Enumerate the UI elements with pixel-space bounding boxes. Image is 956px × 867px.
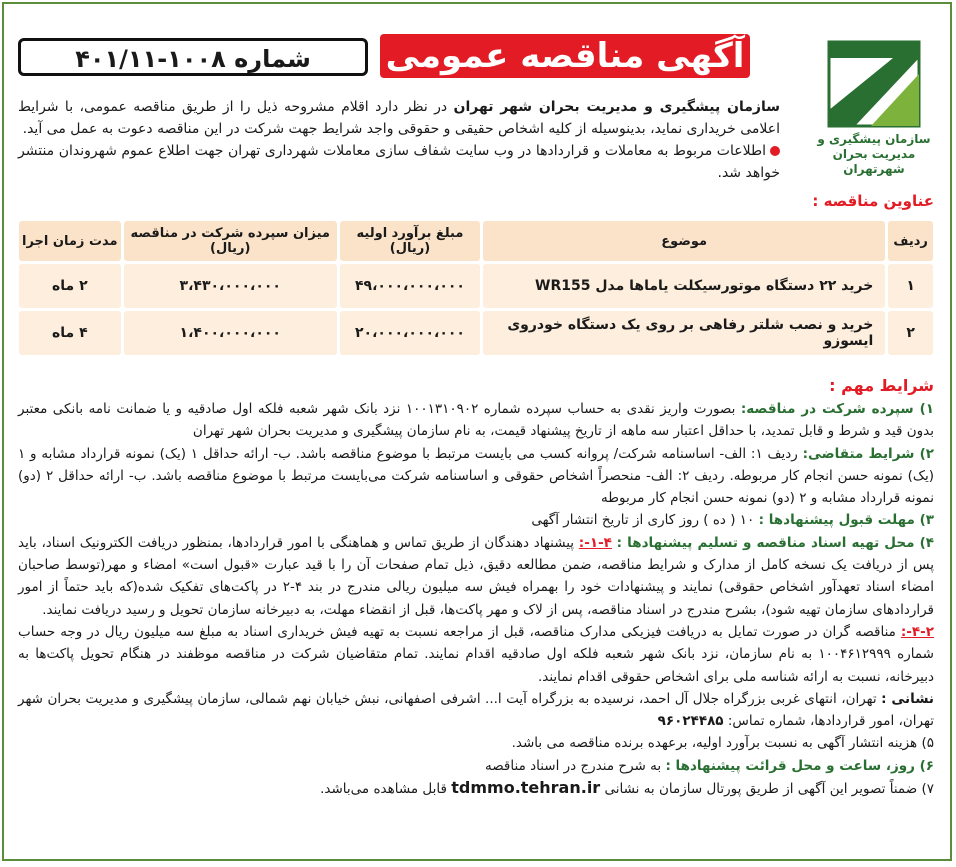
intro-paragraph bbox=[18, 96, 780, 184]
col-subject: موضوع bbox=[483, 221, 885, 261]
table-row bbox=[19, 311, 933, 355]
logo-line-2: مدیریت بحران شهرتهران bbox=[832, 147, 916, 176]
table-row bbox=[19, 264, 933, 308]
clause-label: ۴-۱-: bbox=[578, 534, 612, 551]
condition-portal bbox=[18, 777, 934, 800]
table-header-row bbox=[19, 221, 933, 261]
logo-line-1: سازمان پیشگیری و bbox=[817, 132, 931, 146]
col-duration: مدت زمان اجرا bbox=[19, 221, 121, 261]
condition-publication-cost: ۵) هزینه انتشار آگهی به نسبت برآورد اولیه، برعهده برنده مناقصه می باشد. bbox=[511, 735, 934, 752]
cell-row-number: ۱ bbox=[888, 264, 933, 308]
address-text: تهران، انتهای غربی بزرگراه جلال آل احمد، نرسیده به بزرگراه آیت ا... اشرفی اصفهانی، نبش خیابان نهم شمالی، سازمان پیشگیری و مدیریت بحران شهر تهران، امور قراردادها، شماره تماس: bbox=[18, 690, 934, 730]
portal-link[interactable]: tdmmo.tehran.ir bbox=[451, 778, 601, 798]
condition-text: ردیف ۱: الف- اساسنامه شرکت/ پروانه کسب می بایست مرتبط با موضوع مناقصه باشد. ب- ارائه حداقل ۱ (یک) نمونه قرارداد مشابه و ۱ (یک) نمونه حسن انجام کار مربوطه. ردیف ۲: الف- منحصراً اشخاص حقوقی و اساسنامه شرکت می‌بایست مرتبط با موضوع مناقصه باشد. ب- ارائه حداقل ۲ (دو) نمونه قرارداد مشابه و ۲ (دو) نمونه حسن انجام کار مربوطه bbox=[18, 445, 935, 507]
cell-deposit: ۱،۴۰۰،۰۰۰،۰۰۰ bbox=[124, 311, 337, 355]
condition-documents bbox=[18, 532, 934, 621]
cell-subject: خرید و نصب شلتر رفاهی بر روی یک دستگاه خودروی ایسوزو bbox=[483, 311, 885, 355]
notice-number: شماره ۱۰۰۸-۴۰۱/۱۱ bbox=[18, 38, 368, 76]
condition-deposit bbox=[18, 398, 934, 443]
cell-deposit: ۳،۴۳۰،۰۰۰،۰۰۰ bbox=[124, 264, 337, 308]
cell-duration: ۴ ماه bbox=[19, 311, 121, 355]
col-estimated-amount: مبلغ برآورد اولیه (ریال) bbox=[340, 221, 480, 261]
condition-deadline bbox=[18, 509, 934, 531]
condition-applicant bbox=[18, 443, 934, 510]
condition-text: به شرح مندرج در اسناد مناقصه bbox=[484, 757, 666, 774]
condition-label: ۴) محل تهیه اسناد مناقصه و تسلیم پیشنهادها : bbox=[616, 534, 934, 551]
logo-text bbox=[810, 132, 938, 177]
cell-subject: خرید ۲۲ دستگاه موتورسیکلت یاماها مدل WR155 bbox=[483, 264, 885, 308]
condition-text: بصورت واریز نقدی به حساب سپرده شماره ۱۰۰۱۳۱۰۹۰۲ نزد بانک شهر شعبه فلکه اول صادقیه و یا ضمانت نامه بانکی معتبر بدون قید و شرط و قابل تمدید، با حداقل اعتبار سه ماهه از تاریخ پیشنهاد قیمت، به نام سازمان پیشگیری و مدیریت بحران شهر تهران bbox=[18, 401, 934, 440]
notice-title: آگهی مناقصه عمومی bbox=[380, 34, 750, 78]
conditions-title: شرایط مهم : bbox=[829, 376, 934, 395]
red-bullet-icon bbox=[770, 146, 780, 156]
condition-text: ۱۰ ( ده ) روز کاری از تاریخ انتشار آگهی bbox=[531, 512, 759, 529]
phone-number: ۹۶۰۲۴۴۸۵ bbox=[657, 713, 724, 730]
cell-row-number: ۲ bbox=[888, 311, 933, 355]
intro-text: در نظر دارد اقلام مشروحه ذیل را از طریق مناقصه عمومی، با شرایط اعلامی خریداری نماید، بدینوسیله از کلیه اشخاص حقیقی و حقوقی واجد شرایط جهت شرکت در این مناقصه دعوت به عمل می آید. bbox=[18, 99, 780, 137]
header bbox=[18, 32, 750, 84]
condition-label: ۲) شرایط متقاضی: bbox=[802, 445, 934, 462]
portal-text-end: قابل مشاهده می‌باشد. bbox=[320, 781, 452, 798]
tender-table bbox=[16, 218, 936, 358]
cell-estimated-amount: ۴۹،۰۰۰،۰۰۰،۰۰۰ bbox=[340, 264, 480, 308]
clause-text: مناقصه گران در صورت تمایل به دریافت فیزیکی مدارک مناقصه، قبل از مراجعه نسبت به تهیه فیش خریداری اسناد به مبلغ سه میلیون ریال در وجه حساب شماره ۱۰۰۴۶۱۲۹۹۹ به نام سازمان، نزد بانک شهر شعبه فلکه اول صادقیه اقدام نمایند. تمام متقاضیان شرکت در مناقصه موظفند در هنگام تحویل پاکت‌ها به دبیرخانه، نسبت به ارائه شناسه ملی برای اشخاص حقوقی اقدام نمایند. bbox=[18, 623, 934, 685]
cell-estimated-amount: ۲۰،۰۰۰،۰۰۰،۰۰۰ bbox=[340, 311, 480, 355]
condition-physical-documents bbox=[18, 621, 934, 688]
address-label: نشانی : bbox=[881, 690, 934, 707]
clause-label: ۴-۲-: bbox=[900, 623, 934, 640]
transparency-note: اطلاعات مربوط به معاملات و قراردادها در وب سایت شفاف سازی معاملات شهرداری تهران جهت اطلاع عموم شهروندان منتشر خواهد شد. bbox=[18, 143, 780, 181]
condition-label: ۶) روز، ساعت و محل قرائت پیشنهادها : bbox=[665, 757, 934, 774]
condition-label: ۱) سپرده شرکت در مناقصه: bbox=[740, 401, 934, 417]
condition-label: ۳) مهلت قبول پیشنهادها : bbox=[758, 512, 934, 529]
tender-items-title: عناوین مناقصه : bbox=[812, 192, 934, 210]
tender-notice bbox=[2, 2, 952, 861]
condition-opening bbox=[18, 755, 934, 777]
col-row-number: ردیف bbox=[888, 221, 933, 261]
organization-logo bbox=[810, 38, 938, 184]
clause-text: پیشنهاد دهندگان از طریق تماس و هماهنگی با امور قراردادها، بمنظور دریافت الکترونیک اسناد، باید پس از دریافت یک نسخه کامل از مدارک و شرایط مناقصه، ضمن مطالعه دقیق، ذیل تمام صفحات آن را با قید عبارت «قبول است» امضاء و مهر(توسط صاحبان امضاء اسناد تعهدآور اشخاص حقوقی) نمایند و پیشنهادات خود را بهمراه فیش سه میلیون ریالی مندرج در بند ۴-۲ در پاکت‌های تفکیک شده(که باید حتماً از امور قراردادهای سازمان تهیه شود)، بشرح مندرج در اسناد مناقصه، پس از لاک و مهر پاکت‌ها، قبل از انقضاء مهلت، به دبیرخانه سازمان تحویل و رسید دریافت نمایند. bbox=[18, 534, 934, 618]
conditions-list bbox=[18, 398, 934, 800]
col-deposit: میزان سپرده شرکت در مناقصه (ریال) bbox=[124, 221, 337, 261]
organization-name: سازمان پیشگیری و مدیریت بحران شهر تهران bbox=[453, 99, 781, 115]
logo-mark-icon bbox=[815, 38, 933, 130]
cell-duration: ۲ ماه bbox=[19, 264, 121, 308]
portal-text: ۷) ضمناً تصویر این آگهی از طریق پورتال سازمان به نشانی bbox=[600, 781, 934, 798]
condition-address bbox=[18, 688, 934, 733]
